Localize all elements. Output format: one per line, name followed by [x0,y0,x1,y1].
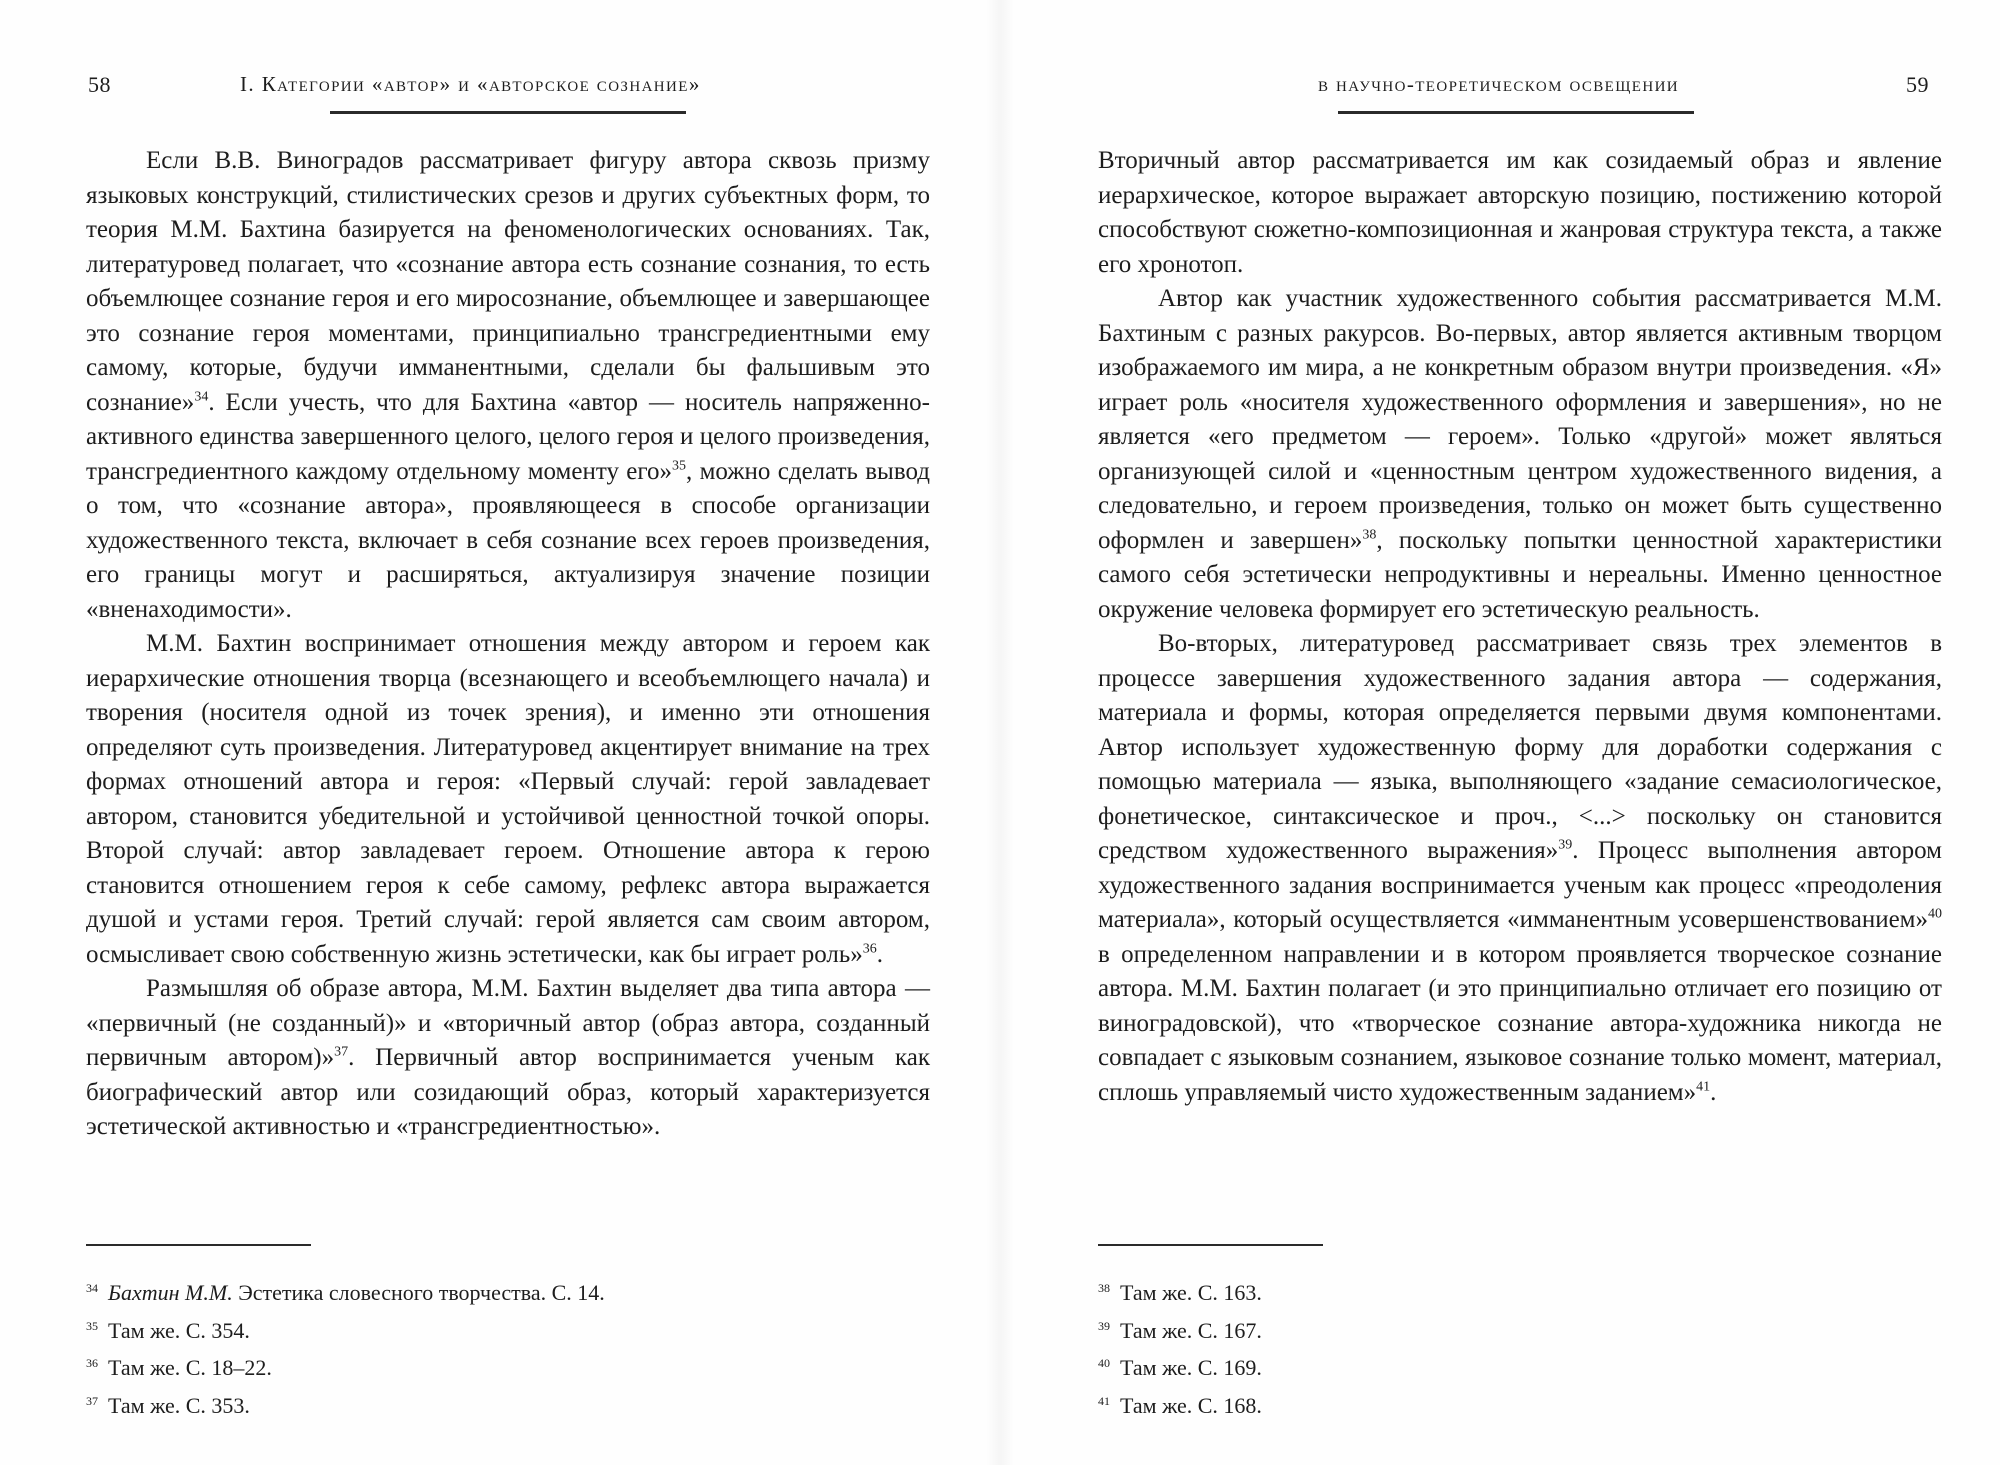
footnote-number: 41 [1098,1393,1110,1408]
header-rule [1338,111,1694,114]
paragraph-text: . Первичный автор воспринимается ученым как биографический автор или созидающий образ, который характеризуется эстетической активностью и «трансгредиентностью». [86,1044,930,1140]
footnote-number: 39 [1098,1318,1110,1333]
page-number: 58 [88,72,111,97]
footnote-text: Там же. С. 163. [1120,1280,1262,1305]
footnote-rule [86,1244,311,1246]
paragraph [86,627,930,972]
paragraph-text: . [1710,1078,1717,1106]
footnote-ref: 41 [1696,1079,1711,1095]
footnote-ref: 36 [862,941,877,957]
footnote-ref: 40 [1928,906,1942,922]
footnote-text: Там же. С. 169. [1120,1355,1262,1380]
paragraph [1098,627,1942,1110]
footnote-ref: 35 [672,458,686,474]
paragraph-text: Размышляя об образе автора, М.М. Бахтин выделяет два типа автора — «первичный (не созданный)» и «вторичный автор (образ автора, созданный первичным автором)» [86,975,930,1071]
paragraph-text: в определенном направлении и в котором проявляется творческое сознание автора. М.М. Бахтин полагает (и это принципиально отличает его позицию от виноградовской), что «творческое сознание автора-художника никогда не совпадает с языковым сознанием, языковое сознание только момент, материал, сплошь управляемый чисто художественным заданием» [1098,940,1942,1106]
paragraph [86,144,930,627]
paragraph-text: , можно сделать вывод о том, что «сознание автора», проявляющееся в способе организации художественного текста, включает в себя сознание всех героев произведения, его границы могут и расширяться, актуализируя значение позиции «вненаходимости». [86,457,930,623]
paragraph-text: , поскольку попытки ценностной характеристики самого себя эстетически непродуктивны и нереальны. Именно ценностное окружение человека формирует его эстетическую реальность. [1098,526,1942,623]
running-head: I. Категории «автор» и «авторское сознание» [240,72,701,96]
footnote [86,1347,786,1385]
footnote-number: 35 [86,1318,98,1333]
footnote-number: 40 [1098,1356,1110,1370]
footnote-number: 37 [86,1393,98,1408]
footnote-number: 36 [86,1356,98,1370]
footnote-ref: 39 [1558,837,1573,853]
header-rule [330,111,686,114]
footnote-ref: 37 [334,1044,349,1060]
footnote-text: Там же. С. 167. [1120,1317,1262,1343]
footnote-text: Там же. С. 168. [1120,1392,1262,1418]
paragraph-text: . Процесс выполнения автором художественного задания воспринимается ученым как процесс «преодоления материала», который осуществляется «имманентным усовершенствованием» [1098,837,1942,933]
paragraph-text: . [876,940,884,968]
footnotes [86,1272,786,1422]
footnote-text: Эстетика словесного творчества. С. 14. [232,1280,605,1305]
running-head: в научно-теоретическом освещении [1318,72,1680,96]
footnote-text: Там же. С. 18–22. [108,1355,272,1380]
page-number: 59 [1906,72,1929,97]
paragraph-text: Вторичный автор рассматривается им как созидаемый образ и явление иерархическое, которое выражает авторскую позицию, постижению которой способствуют сюжетно-композиционная и жанровая структура текста, а также его хронотоп. [1098,147,1942,278]
footnote [86,1385,786,1423]
footnote-ref: 38 [1362,527,1377,543]
footnote-ref: 34 [194,389,209,405]
paragraph-text: Во-вторых, литературовед рассматривает связь трех элементов в процессе завершения художественного задания автора — содержания, материала и формы, которая определяется первыми двумя компонентами. Автор использует художественную форму для доработки содержания с помощью материала — языка, выполняющего «задание семасиологическое, фонетическое, синтаксическое и проч., <...> поскольку он становится средством художественного выражения» [1098,630,1942,864]
body-text [1098,144,1942,1110]
paragraph-text: Автор как участник художественного события рассматривается М.М. Бахтиным с разных ракурсов. Во-первых, автор является активным творцом изображаемого им мира, а не конкретным образом внутри произведения. «Я» играет роль «носителя художественного оформления и завершения», но не является «его предметом — героем». Только «другой» может являться организующей силой и «ценностным центром художественного видения, а следовательно, и героем произведения, только он может быть существенно оформлен и завершен» [1098,285,1942,554]
footnote-author: Бахтин М.М. [108,1280,233,1305]
paragraph [86,972,930,1145]
paragraph-text: Если В.В. Виноградов рассматривает фигуру автора сквозь призму языковых конструкций, стилистических срезов и других субъектных форм, то теория М.М. Бахтина базируется на феноменологических основаниях. Так, литературовед полагает, что «сознание автора есть сознание сознания, то есть объемлющее сознание героя и его миросознание, объемлющее и завершающее это сознание героя моментами, принципиально трансгредиентными ему самому, которые, будучи имманентными, сделали бы фальшивым это сознание» [86,147,930,416]
footnote [86,1310,786,1348]
right-page [1000,0,2000,1465]
paragraph [1098,282,1942,627]
footnote [86,1272,786,1310]
paragraph-text: . Если учесть, что для Бахтина «автор — носитель напряженно-активного единства завершенного целого, целого героя и целого произведения, трансгредиентного каждому отдельному моменту его» [86,388,930,485]
footnote [1098,1272,1798,1310]
footnote [1098,1385,1798,1423]
footnote-rule [1098,1244,1323,1246]
paragraph-text: М.М. Бахтин воспринимает отношения между автором и героем как иерархические отношения творца (всезнающего и всеобъемлющего начала) и творения (носителя одной из точек зрения), и именно эти отношения определяют суть произведения. Литературовед акцентирует внимание на трех формах отношений автора и героя: «Первый случай: герой завладевает автором, становится убедительной и устойчивой ценностной точкой опоры. Второй случай: автор завладевает героем. Отношение автора к герою становится отношением героя к себе самому, рефлекс автора выражается душой и устами героя. Третий случай: герой является сам своим автором, осмысливает свою собственную жизнь эстетически, как бы играет роль» [86,630,930,968]
footnote-number: 34 [86,1281,98,1295]
footnote-text: Там же. С. 354. [108,1317,250,1343]
footnote [1098,1347,1798,1385]
paragraph [1098,144,1942,282]
body-text [86,144,930,1145]
footnotes [1098,1272,1798,1422]
footnote [1098,1310,1798,1348]
footnote-number: 38 [1098,1281,1110,1295]
footnote-text: Там же. С. 353. [108,1392,250,1418]
